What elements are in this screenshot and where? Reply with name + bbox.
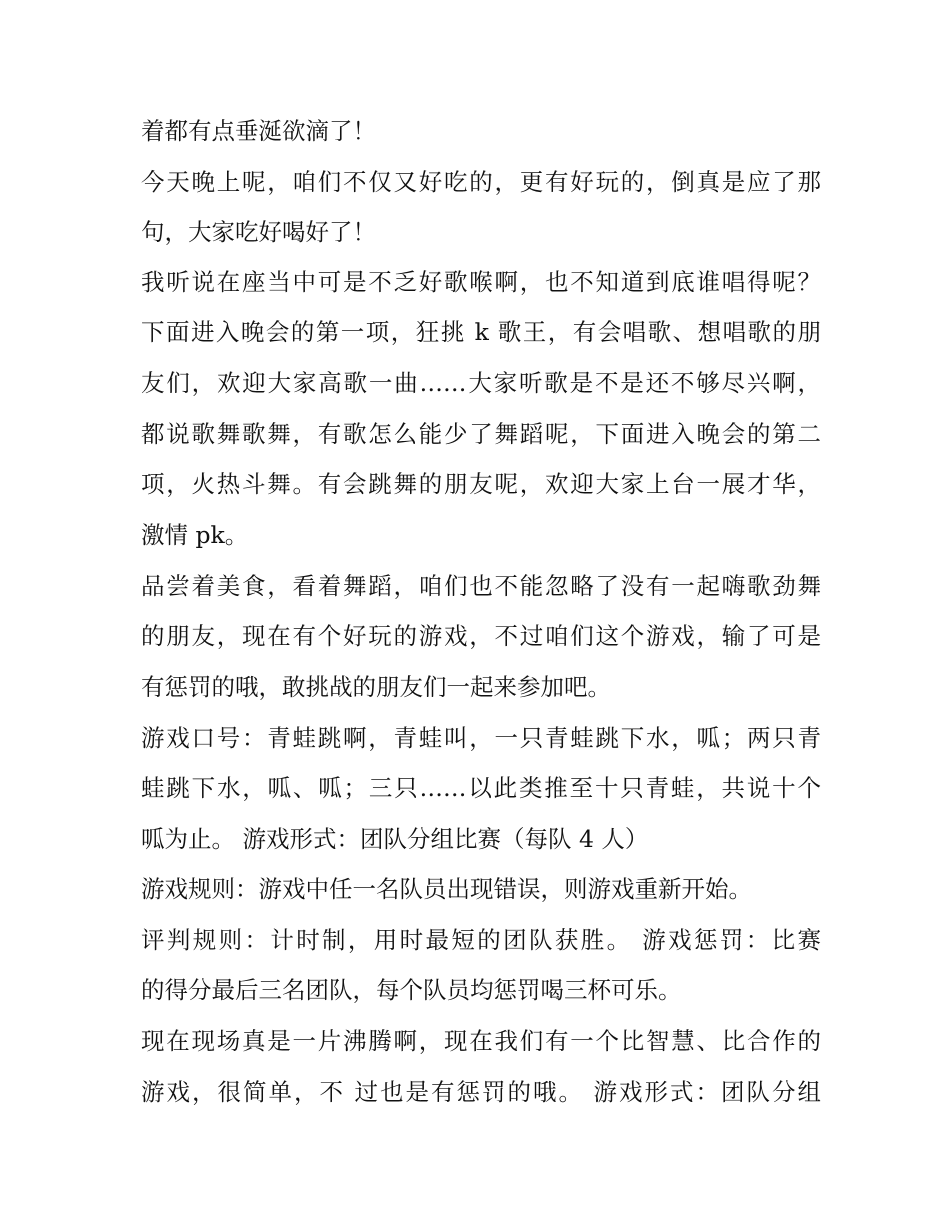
text-line: 现在现场真是一片沸腾啊，现在我们有一个比智慧、比合作的 (141, 1027, 821, 1055)
text-line: 我听说在座当中可是不乏好歌喉啊，也不知道到底谁唱得呢？ (141, 268, 821, 296)
text-line: 着都有点垂涎欲滴了！ (141, 117, 376, 145)
text-line: 的得分最后三名团队，每个队员均惩罚喝三杯可乐。 (141, 976, 682, 1004)
text-line: 今天晚上呢，咱们不仅又好吃的，更有好玩的，倒真是应了那 (141, 168, 821, 196)
text-line: 评判规则：计时制，用时最短的团队获胜。 游戏惩罚：比赛 (141, 926, 821, 954)
text-line: 句，大家吃好喝好了！ (141, 218, 376, 246)
text-line: 的朋友，现在有个好玩的游戏，不过咱们这个游戏，输了可是 (141, 622, 821, 650)
text-line: 游戏，很简单，不 过也是有惩罚的哦。 游戏形式：团队分组 (141, 1078, 821, 1106)
text-line: 友们，欢迎大家高歌一曲……大家听歌是不是还不够尽兴啊， (141, 369, 821, 397)
text-line: 项，火热斗舞。有会跳舞的朋友呢，欢迎大家上台一展才华， (141, 470, 821, 498)
text-line: 都说歌舞歌舞，有歌怎么能少了舞蹈呢，下面进入晚会的第二 (141, 420, 821, 448)
text-line: 下面进入晚会的第一项，狂挑 k 歌王，有会唱歌、想唱歌的朋 (141, 318, 821, 346)
text-line: 游戏口号：青蛙跳啊，青蛙叫，一只青蛙跳下水，呱；两只青 (141, 724, 821, 752)
text-line: 品尝着美食，看着舞蹈，咱们也不能忽略了没有一起嗨歌劲舞 (141, 572, 821, 600)
text-line: 蛙跳下水，呱、呱；三只……以此类推至十只青蛙，共说十个 (141, 774, 821, 802)
text-line: 呱为止。 游戏形式：团队分组比赛（每队 4 人） (141, 825, 649, 853)
text-line: 游戏规则：游戏中任一名队员出现错误，则游戏重新开始。 (141, 875, 752, 903)
text-line: 激情 pk。 (141, 521, 249, 549)
text-line: 有惩罚的哦，敢挑战的朋友们一起来参加吧。 (141, 673, 611, 701)
